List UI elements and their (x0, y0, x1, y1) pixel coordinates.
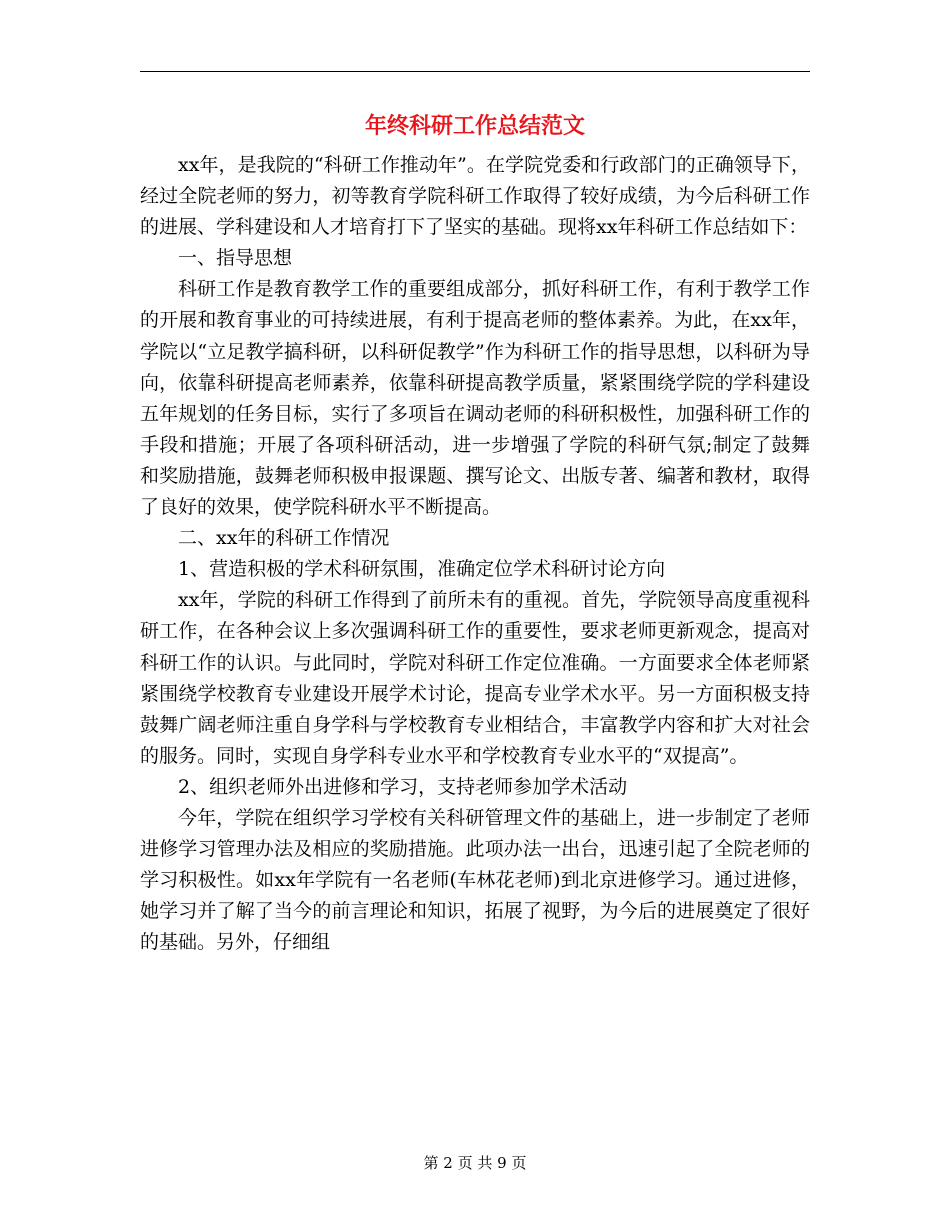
page-number: 第 2 页 共 9 页 (423, 1154, 527, 1172)
subheading-teacher-training: 2、组织老师外出进修和学习，支持老师参加学术活动 (178, 775, 628, 798)
paragraph-guiding-thought: 科研工作是教育教学工作的重要组成部分，抓好科研工作，有利于教学工作的开展和教育事业的可持续进展，有利于提高老师的整体素养。为此，在xx年，学院以“立足教学搞科研，以科研促教学”作为科研工作的指导思想，以科研为导向，依靠科研提高老师素养，依靠科研提高教学质量，紧紧围绕学院的学科建设五年规划的任务目标，实行了多项旨在调动老师的科研积极性，加强科研工作的手段和措施；开展了各项科研活动，进一步增强了学院的科研气氛;制定了鼓舞和奖励措施，鼓舞老师积极申报课题、撰写论文、出版专著、编著和教材，取得了良好的效果，使学院科研水平不断提高。 (140, 278, 810, 519)
paragraph-teacher-training: 今年，学院在组织学习学校有关科研管理文件的基础上，进一步制定了老师进修学习管理办法及相应的奖励措施。此项办法一出台，迅速引起了全院老师的学习积极性。如xx年学院有一名老师(车林花老师)到北京进修学习。通过进修，她学习并了解了当今的前言理论和知识，拓展了视野，为今后的进展奠定了很好的基础。另外，仔细组 (140, 806, 810, 954)
section-heading-work-status: 二、xx年的科研工作情况 (178, 527, 390, 550)
subheading-research-atmosphere: 1、营造积极的学术科研氛围，准确定位学术科研讨论方向 (178, 558, 666, 581)
paragraph-intro: xx年，是我院的“科研工作推动年”。在学院党委和行政部门的正确领导下，经过全院老师的努力，初等教育学院科研工作取得了较好成绩，为今后科研工作的进展、学科建设和人才培育打下了坚实的基础。现将xx年科研工作总结如下： (140, 154, 810, 239)
header-rule (140, 71, 810, 72)
section-heading-guiding-thought: 一、指导思想 (178, 247, 293, 270)
document-title: 年终科研工作总结范文 (364, 113, 585, 139)
document-body (140, 150, 810, 958)
paragraph-research-atmosphere: xx年，学院的科研工作得到了前所未有的重视。首先，学院领导高度重视科研工作，在各种会议上多次强调科研工作的重要性，要求老师更新观念，提高对科研工作的认识。与此同时，学院对科研工作定位准确。一方面要求全体老师紧紧围绕学校教育专业建设开展学术讨论，提高专业学术水平。另一方面积极支持鼓舞广阔老师注重自身学科与学校教育专业相结合，丰富教学内容和扩大对社会的服务。同时，实现自身学科专业水平和学校教育专业水平的“双提高”。 (140, 589, 810, 767)
